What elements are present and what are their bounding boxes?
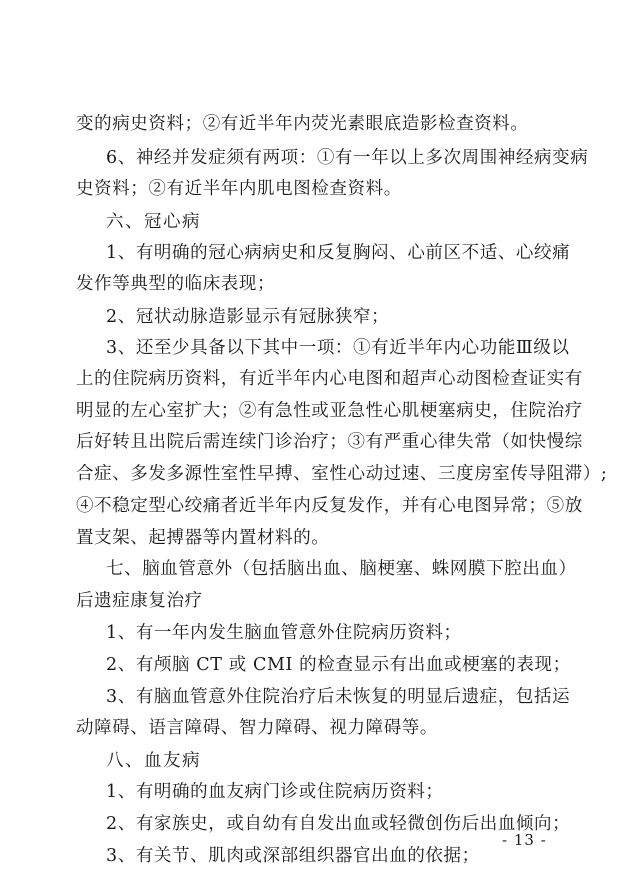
text-line: 变的病史资料；②有近半年内荧光素眼底造影检查资料。 — [76, 114, 529, 134]
text-line: 后好转且出院后需连续门诊治疗；③有严重心律失常（如快慢综 — [76, 432, 583, 452]
text-line: 2、有颅脑 CT 或 CMI 的检查显示有出血或梗塞的表现； — [106, 655, 571, 675]
text-line: 2、冠状动脉造影显示有冠脉狭窄； — [106, 307, 390, 327]
text-line: 1、有明确的血友病门诊或住院病历资料； — [106, 782, 444, 802]
text-line: 3、还至少具备以下其中一项：①有近半年内心功能Ⅲ级以 — [106, 338, 570, 358]
text-line: 合症、多发多源性室性早搏、室性心动过速、三度房室传导阻滞）; — [76, 464, 608, 484]
text-line: 发作等典型的临床表现； — [76, 274, 276, 294]
section-heading: 八、血友病 — [106, 751, 201, 771]
text-line: 置支架、起搏器等内置材料的。 — [76, 528, 330, 548]
text-line: 2、有家族史，或自幼有自发出血或轻微创伤后出血倾向； — [106, 814, 571, 834]
text-line: 1、有一年内发生脑血管意外住院病历资料； — [106, 623, 462, 643]
text-line: 动障碍、语言障碍、智力障碍、视力障碍等。 — [76, 718, 438, 738]
text-line: 史资料；②有近半年内肌电图检查资料。 — [76, 179, 402, 199]
text-line: 上的住院病历资料，有近半年内心电图和超声心动图检查证实有 — [76, 369, 583, 389]
page-number: - 13 - — [502, 831, 547, 849]
section-heading: 七、脑血管意外（包括脑出血、脑梗塞、蛛网膜下腔出血） — [106, 559, 577, 579]
text-line: 1、有明确的冠心病病史和反复胸闷、心前区不适、心绞痛 — [106, 243, 571, 263]
text-line: ④不稳定型心绞痛者近半年内反复发作，并有心电图异常；⑤放 — [76, 496, 583, 516]
section-heading-cont: 后遗症康复治疗 — [76, 591, 203, 611]
text-line: 3、有关节、肌肉或深部组织器官出血的依据； — [106, 846, 480, 866]
section-heading: 六、冠心病 — [106, 212, 201, 232]
text-line: 6、神经并发症须有两项：①有一年以上多次周围神经病变病 — [106, 148, 589, 168]
text-line: 3、有脑血管意外住院治疗后未恢复的明显后遗症，包括运 — [106, 687, 571, 707]
text-line: 明显的左心室扩大；②有急性或亚急性心肌梗塞病史，住院治疗 — [76, 401, 583, 421]
